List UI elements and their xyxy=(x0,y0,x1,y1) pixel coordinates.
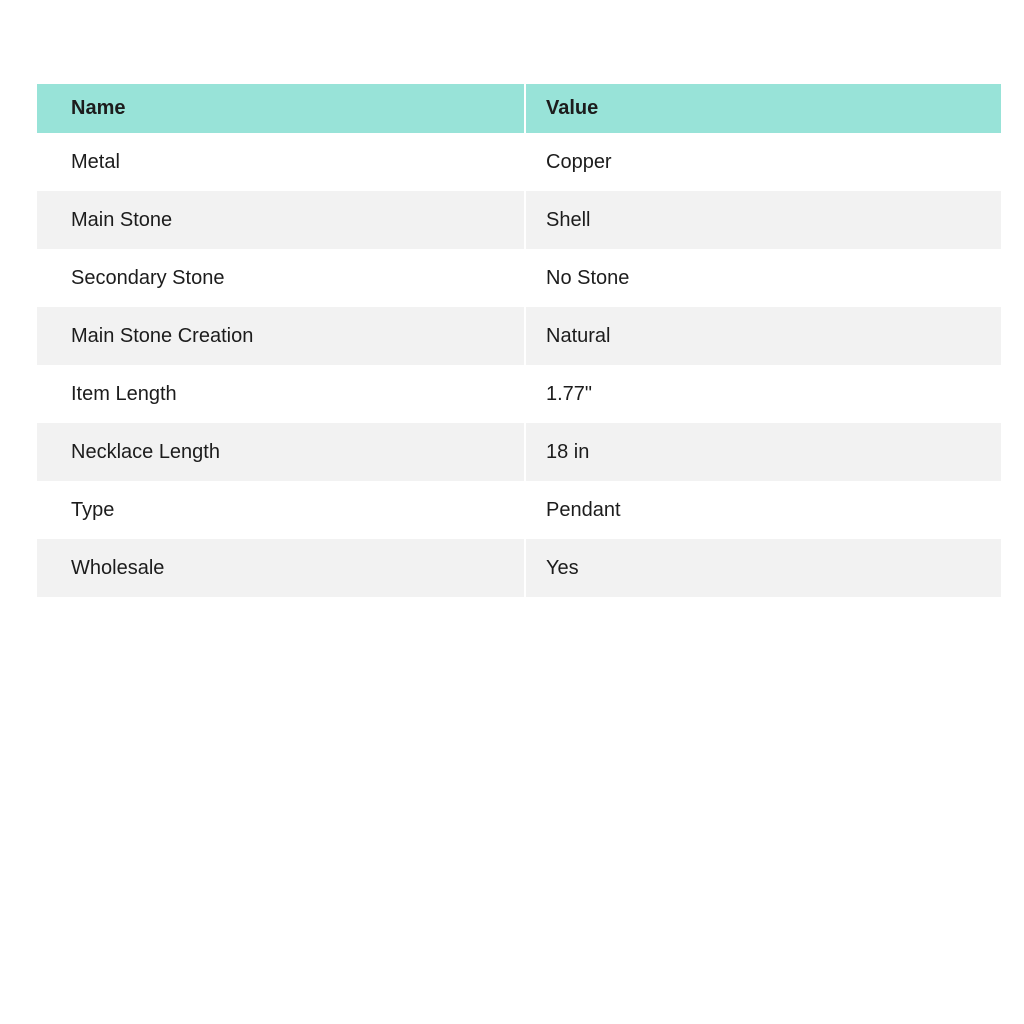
row-name-cell: Metal xyxy=(71,150,120,173)
row-value-cell: Yes xyxy=(524,539,1001,597)
row-name-cell: Main Stone Creation xyxy=(71,324,254,347)
row-value-cell: 1.77" xyxy=(524,365,1001,423)
row-value-cell: No Stone xyxy=(524,249,1001,307)
column-header-name: Name xyxy=(71,97,126,119)
row-value-cell: Copper xyxy=(524,133,1001,191)
row-value-cell: 18 in xyxy=(524,423,1001,481)
table-row xyxy=(37,307,1001,365)
table-row xyxy=(37,365,1001,423)
row-value-cell: Natural xyxy=(524,307,1001,365)
row-value-cell: Pendant xyxy=(524,481,1001,539)
table-header-row xyxy=(37,84,1001,133)
row-name-cell: Wholesale xyxy=(71,556,165,579)
table-row xyxy=(37,423,1001,481)
table-row xyxy=(37,539,1001,597)
column-header-value: Value xyxy=(524,84,1001,133)
table-body xyxy=(37,133,1001,597)
table-row xyxy=(37,481,1001,539)
row-name-cell: Necklace Length xyxy=(71,440,220,463)
row-value-cell: Shell xyxy=(524,191,1001,249)
row-name-cell: Main Stone xyxy=(71,208,173,231)
row-name-cell: Secondary Stone xyxy=(71,266,225,289)
table-row xyxy=(37,133,1001,191)
product-specs-table xyxy=(37,84,1001,597)
table-row xyxy=(37,191,1001,249)
row-name-cell: Type xyxy=(71,498,115,521)
table-row xyxy=(37,249,1001,307)
row-name-cell: Item Length xyxy=(71,382,177,405)
